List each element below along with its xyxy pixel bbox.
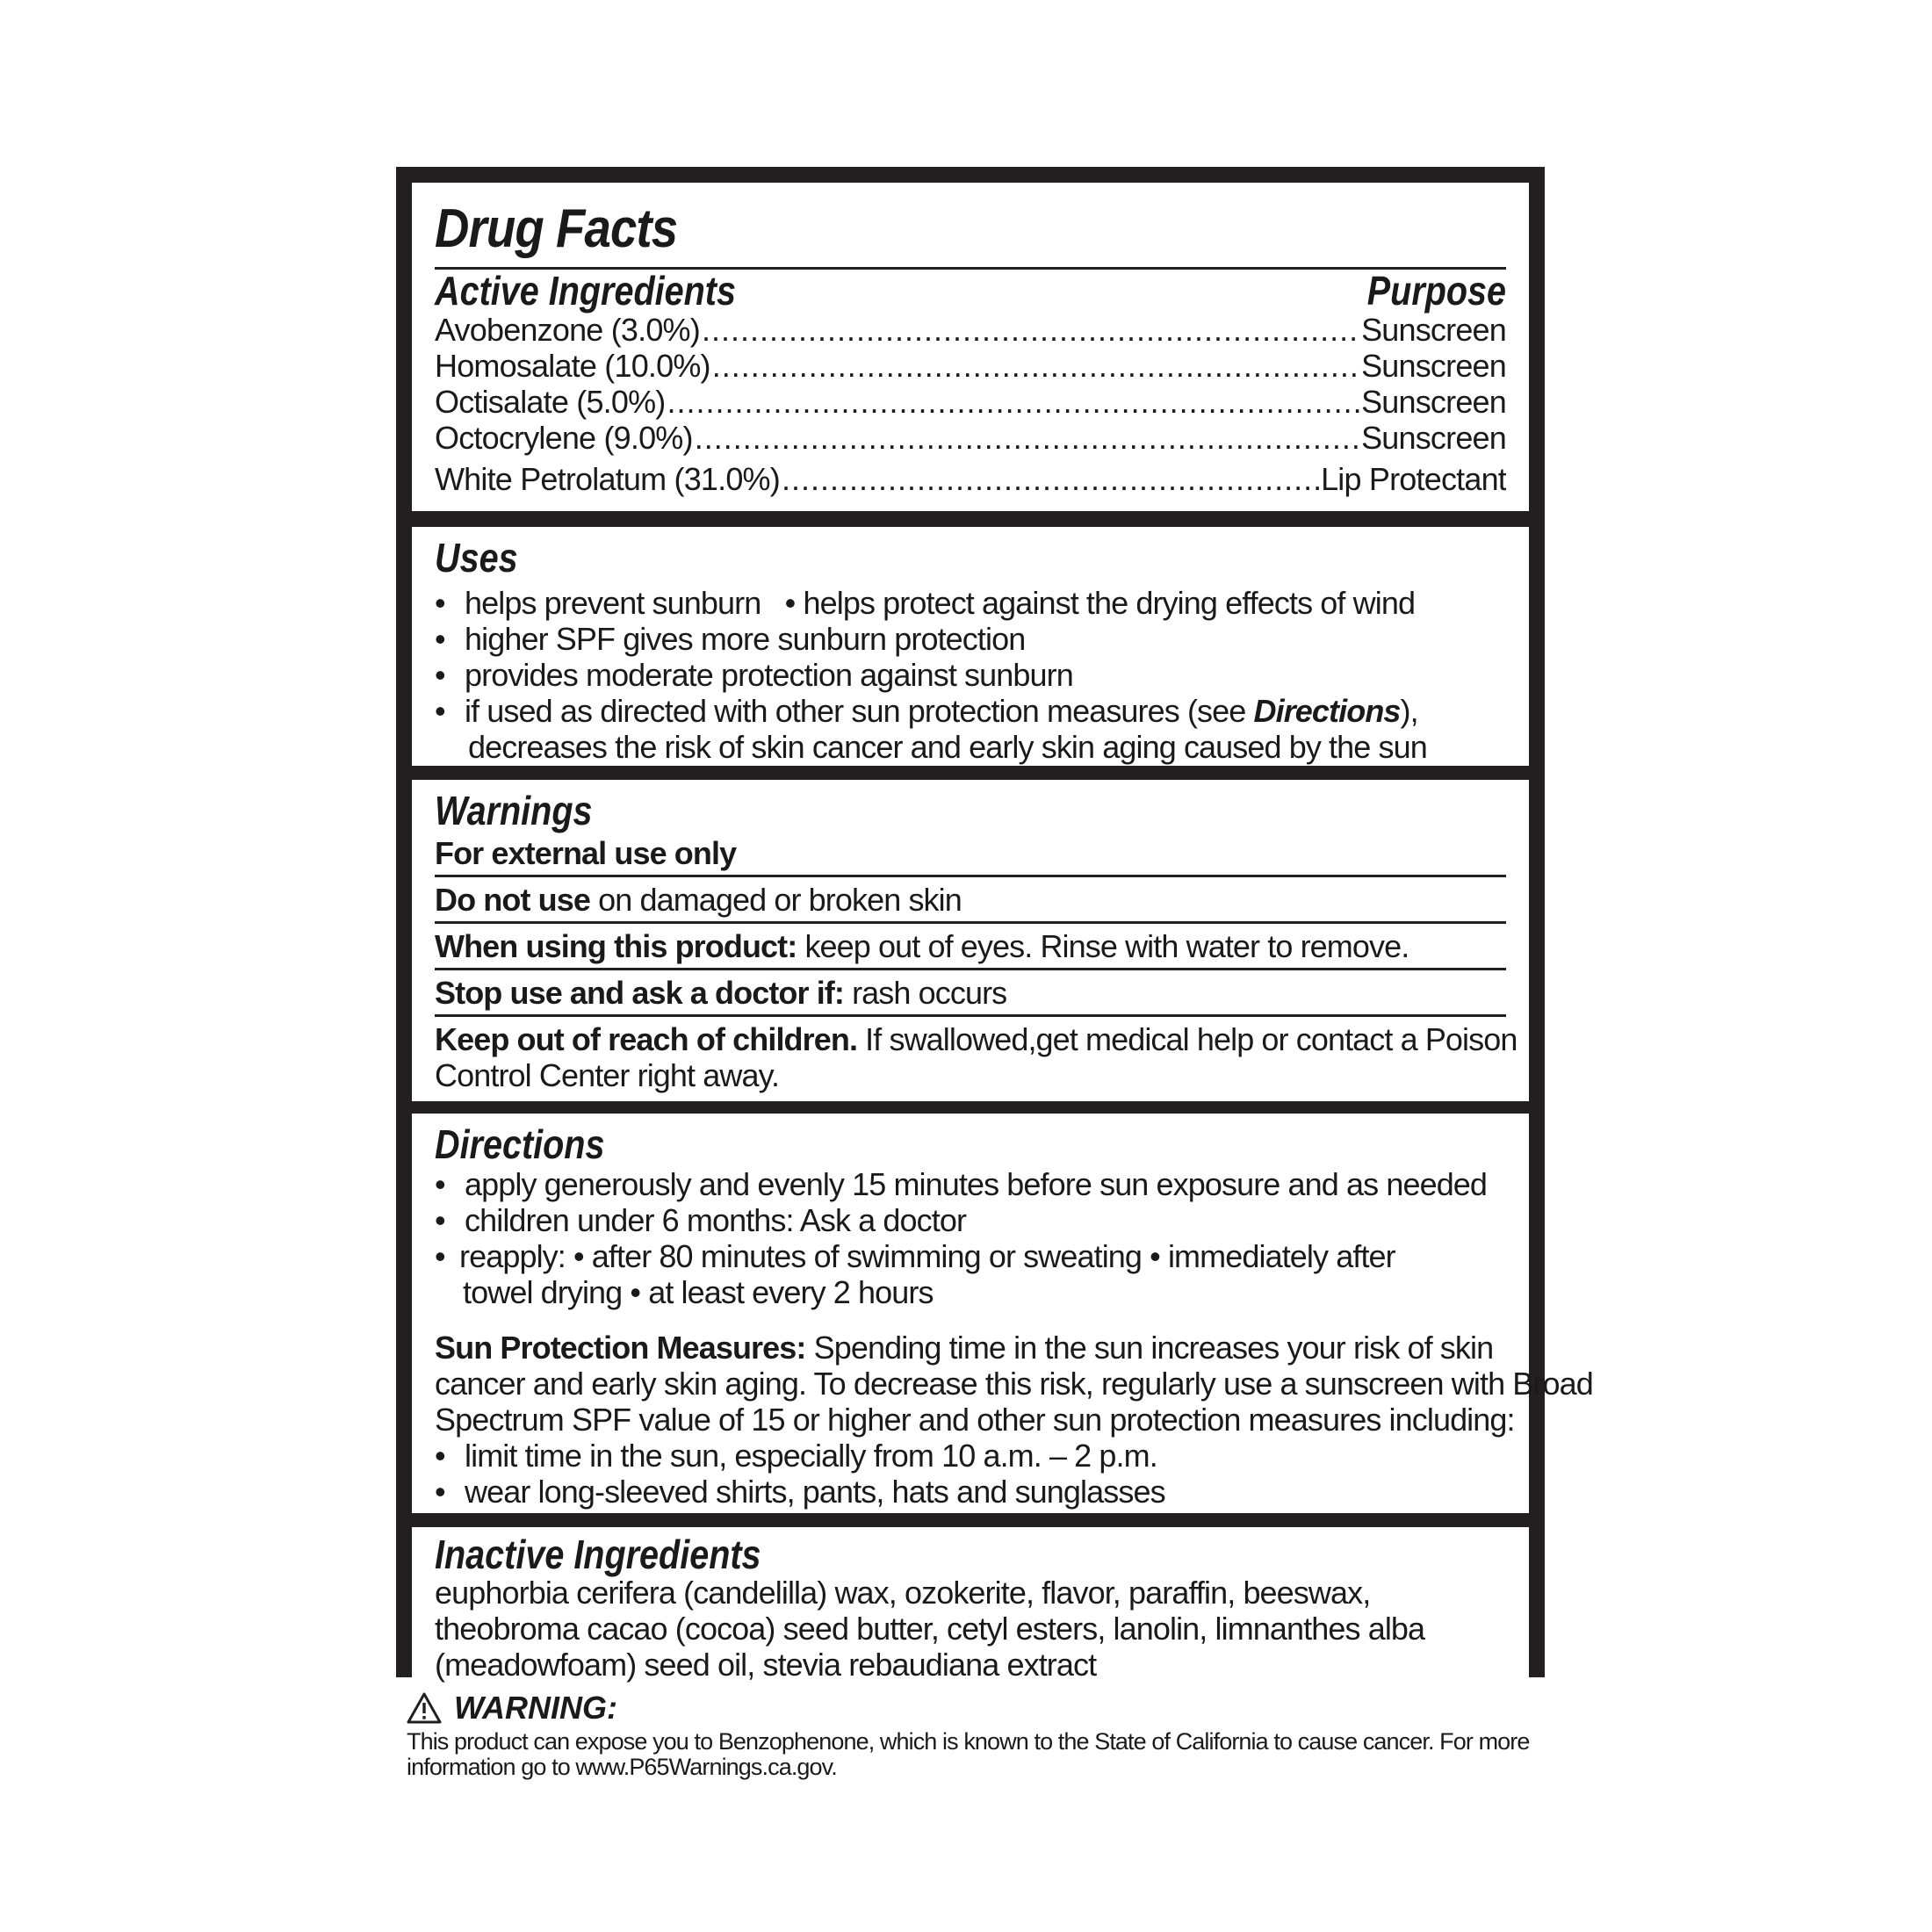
- uses-item: [435, 657, 1506, 693]
- sun-protection-item-text: wear long-sleeved shirts, pants, hats and sunglasses: [465, 1474, 1165, 1510]
- directions-text: apply generously and evenly 15 minutes before sun exposure and as needed: [465, 1166, 1488, 1202]
- bullet: •: [784, 585, 796, 621]
- leader-dots: [695, 420, 1359, 456]
- leader-dots: [712, 348, 1359, 384]
- leader-dots: [782, 461, 1319, 497]
- sun-protection-item-text: limit time in the sun, especially from 10 a.m. – 2 p.m.: [465, 1438, 1157, 1474]
- bullet: •: [435, 1238, 445, 1274]
- uses-text: helps protect against the drying effects of wind: [803, 585, 1416, 621]
- uses-text: ),: [1400, 693, 1418, 729]
- sun-protection-item: [435, 1438, 1506, 1474]
- ingredient-row: [435, 348, 1506, 384]
- leader-dots: [702, 312, 1359, 348]
- uses-item-continued: decreases the risk of skin cancer and early skin aging caused by the sun: [468, 729, 1427, 765]
- bullet: •: [435, 621, 445, 657]
- bullet: •: [435, 1438, 445, 1474]
- sun-protection-label: Sun Protection Measures:: [435, 1330, 806, 1366]
- ingredient-purpose: Sunscreen: [1361, 384, 1506, 420]
- stop-use-label: Stop use and ask a doctor if:: [435, 975, 844, 1011]
- bullet: •: [435, 693, 445, 729]
- keep-out-text: If swallowed,get medical help or contact a Poison: [857, 1021, 1517, 1057]
- sun-protection-text: Spectrum SPF value of 15 or higher and other sun protection measures including:: [435, 1402, 1515, 1438]
- purpose-heading: Purpose: [1366, 268, 1506, 314]
- prop65-title: WARNING:: [454, 1690, 617, 1726]
- inactive-ingredients-text: (meadowfoam) seed oil, stevia rebaudiana extract: [435, 1647, 1097, 1683]
- ingredient-purpose: Lip Protectant: [1321, 461, 1506, 497]
- bullet: •: [435, 1474, 445, 1510]
- inactive-ingredients-title: Inactive Ingredients: [435, 1532, 761, 1577]
- ingredient-purpose: Sunscreen: [1361, 348, 1506, 384]
- do-not-use-line: [435, 877, 1506, 921]
- bullet: •: [435, 1202, 445, 1238]
- directions-reference: Directions: [1253, 693, 1401, 729]
- external-use-text: For external use only: [435, 835, 737, 871]
- sun-protection-text: cancer and early skin aging. To decrease this risk, regularly use a sunscreen with Broad: [435, 1366, 1593, 1402]
- warnings-title: Warnings: [435, 788, 593, 833]
- bullet: •: [435, 585, 445, 621]
- when-using-text: keep out of eyes. Rinse with water to remove.: [797, 928, 1409, 964]
- active-ingredients-header-row: [435, 270, 1506, 312]
- bullet: •: [435, 657, 445, 693]
- do-not-use-text: on damaged or broken skin: [590, 882, 962, 918]
- do-not-use-label: Do not use: [435, 882, 590, 918]
- keep-out-continued: Control Center right away.: [435, 1057, 780, 1093]
- directions-section: [412, 1114, 1593, 1513]
- ingredient-row: [435, 420, 1506, 456]
- leader-dots: [667, 384, 1360, 420]
- ingredient-name: White Petrolatum (31.0%): [435, 461, 780, 497]
- uses-section: [412, 527, 1529, 766]
- keep-out-label: Keep out of reach of children.: [435, 1021, 858, 1057]
- ingredient-name: Octisalate (5.0%): [435, 384, 666, 420]
- ingredient-name: Avobenzone (3.0%): [435, 312, 700, 348]
- external-use-line: [435, 831, 1506, 875]
- uses-title: Uses: [435, 535, 518, 580]
- directions-item: [435, 1202, 1506, 1238]
- uses-text: helps prevent sunburn: [465, 585, 761, 621]
- prop65-text: [407, 1729, 1548, 1780]
- bullet: •: [435, 1166, 445, 1202]
- uses-text: if used as directed with other sun protection measures (see: [465, 693, 1254, 729]
- ingredient-name: Homosalate (10.0%): [435, 348, 710, 384]
- keep-out-line: [435, 1017, 1517, 1057]
- directions-item: [435, 1166, 1506, 1202]
- prop65-title-row: [407, 1690, 1548, 1726]
- sun-protection-text: Spending time in the sun increases your risk of skin: [805, 1330, 1494, 1366]
- active-ingredients-heading: Active Ingredients: [435, 268, 736, 314]
- ingredient-row: [435, 312, 1506, 348]
- sun-protection-line: [435, 1330, 1506, 1366]
- when-using-label: When using this product:: [435, 928, 797, 964]
- ingredient-purpose: Sunscreen: [1361, 312, 1506, 348]
- directions-title: Directions: [435, 1121, 605, 1167]
- inactive-ingredients-text: euphorbia cerifera (candelilla) wax, ozokerite, flavor, paraffin, beeswax,: [435, 1575, 1371, 1611]
- drug-facts-panel: [396, 167, 1593, 1683]
- stop-use-line: [435, 970, 1506, 1014]
- inactive-ingredients-text: theobroma cacao (cocoa) seed butter, cetyl esters, lanolin, limnanthes alba: [435, 1611, 1425, 1647]
- ingredient-row: [435, 384, 1506, 420]
- prop65-text-line: information go to www.P65Warnings.ca.gov.: [407, 1754, 837, 1780]
- directions-item-continued: towel drying • at least every 2 hours: [463, 1274, 934, 1310]
- inactive-ingredients-section: [412, 1527, 1529, 1689]
- ingredient-row: [435, 461, 1506, 497]
- drug-facts-title: Drug Facts: [435, 198, 678, 259]
- sun-protection-item: [435, 1474, 1506, 1510]
- prop65-text-line: This product can expose you to Benzophenone, which is known to the State of California to cause cancer. For more: [407, 1728, 1530, 1755]
- directions-text: reapply: • after 80 minutes of swimming or sweating • immediately after: [459, 1238, 1395, 1274]
- ingredient-name: Octocrylene (9.0%): [435, 420, 693, 456]
- uses-item: [435, 585, 1506, 621]
- uses-item: [435, 693, 1506, 729]
- warnings-section: [412, 780, 1529, 1101]
- directions-text: children under 6 months: Ask a doctor: [465, 1202, 967, 1238]
- ingredient-purpose: Sunscreen: [1361, 420, 1506, 456]
- stop-use-text: rash occurs: [843, 975, 1007, 1011]
- uses-item: [435, 621, 1506, 657]
- when-using-line: [435, 924, 1506, 968]
- warning-triangle-icon: [407, 1692, 442, 1724]
- spacer: [435, 1310, 1506, 1330]
- uses-text: higher SPF gives more sunburn protection: [465, 621, 1026, 657]
- uses-text: provides moderate protection against sunburn: [465, 657, 1073, 693]
- directions-item: [435, 1238, 1506, 1274]
- prop65-warning: [407, 1690, 1548, 1780]
- active-ingredients-section: [412, 183, 1529, 511]
